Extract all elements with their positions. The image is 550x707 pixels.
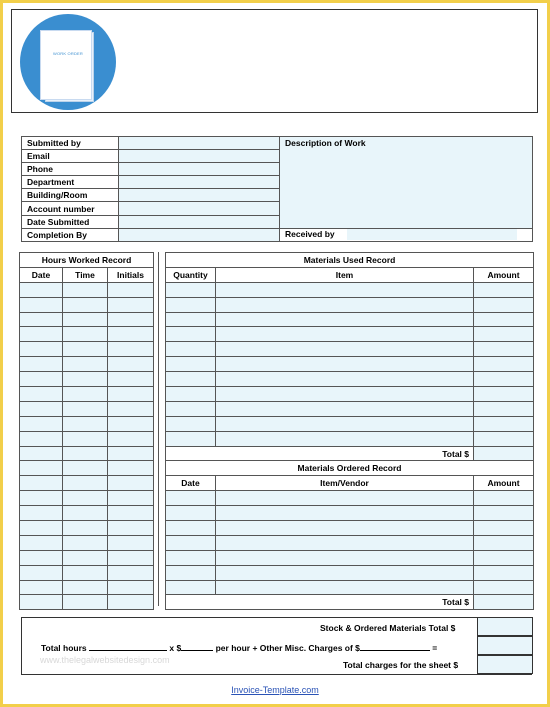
field-label-phone: Phone xyxy=(22,163,119,176)
hours-worked-row xyxy=(20,506,154,521)
hours-worked-cell[interactable] xyxy=(20,327,63,342)
total-charges-input[interactable] xyxy=(477,655,533,674)
logo-document-text: WORK ORDER xyxy=(53,51,83,56)
materials-ordered-row xyxy=(166,535,534,550)
received-by-input[interactable] xyxy=(347,229,517,240)
field-input-submitted-by[interactable] xyxy=(119,137,280,150)
hours-worked-row xyxy=(20,491,154,506)
materials-used-row xyxy=(166,327,534,342)
hours-worked-cell[interactable] xyxy=(20,565,63,580)
received-by-field[interactable] xyxy=(280,228,533,241)
materials-used-cell[interactable] xyxy=(166,357,216,372)
field-input-phone[interactable] xyxy=(119,163,280,176)
column-separator xyxy=(158,252,159,606)
total-hours-line xyxy=(41,642,437,653)
materials-used-row xyxy=(166,387,534,402)
field-label-department: Department xyxy=(22,176,119,189)
per-hour-label: per hour + Other Misc. Charges of $ xyxy=(215,643,360,653)
materials-used-cell[interactable] xyxy=(216,297,474,312)
materials-used-row xyxy=(166,372,534,387)
hours-worked-cell[interactable] xyxy=(108,580,154,595)
materials-used-row xyxy=(166,297,534,312)
hours-worked-row xyxy=(20,401,154,416)
hours-worked-cell[interactable] xyxy=(63,550,108,565)
materials-ordered-cell[interactable] xyxy=(474,550,534,565)
materials-ordered-cell[interactable] xyxy=(474,506,534,521)
materials-used-cell[interactable] xyxy=(216,282,474,297)
hours-worked-cell[interactable] xyxy=(63,357,108,372)
misc-charges-input[interactable] xyxy=(360,642,430,651)
hours-worked-cell[interactable] xyxy=(108,446,154,461)
description-of-work-field[interactable] xyxy=(280,137,533,229)
hours-worked-row xyxy=(20,387,154,402)
hours-worked-cell[interactable] xyxy=(63,431,108,446)
materials-used-cell[interactable] xyxy=(216,401,474,416)
materials-ordered-row xyxy=(166,550,534,565)
materials-used-row xyxy=(166,282,534,297)
materials-used-cell[interactable] xyxy=(166,431,216,446)
materials-used-row xyxy=(166,401,534,416)
field-label-submitted-by: Submitted by xyxy=(22,137,119,150)
materials-used-cell[interactable] xyxy=(166,416,216,431)
materials-used-col-quantity: Quantity xyxy=(166,267,216,282)
watermark: www.thelegalwebsitedesign.com xyxy=(40,655,170,665)
materials-used-row xyxy=(166,357,534,372)
hours-worked-cell[interactable] xyxy=(108,506,154,521)
hours-worked-cell[interactable] xyxy=(108,491,154,506)
field-input-building-room[interactable] xyxy=(119,189,280,202)
hours-worked-row xyxy=(20,416,154,431)
hours-worked-cell[interactable] xyxy=(108,521,154,536)
materials-used-cell[interactable] xyxy=(474,372,534,387)
materials-used-cell[interactable] xyxy=(474,327,534,342)
hours-worked-row xyxy=(20,521,154,536)
field-input-completion-by[interactable] xyxy=(119,228,280,241)
materials-ordered-cell[interactable] xyxy=(474,565,534,580)
materials-used-cell[interactable] xyxy=(474,297,534,312)
materials-ordered-cell[interactable] xyxy=(216,535,474,550)
materials-ordered-total-input[interactable] xyxy=(474,595,534,610)
hours-worked-cell[interactable] xyxy=(20,550,63,565)
hours-worked-cell[interactable] xyxy=(63,476,108,491)
hours-worked-cell[interactable] xyxy=(20,431,63,446)
materials-used-row xyxy=(166,416,534,431)
hours-worked-cell[interactable] xyxy=(63,521,108,536)
materials-ordered-cell[interactable] xyxy=(216,565,474,580)
hours-worked-cell[interactable] xyxy=(108,461,154,476)
total-hours-label: Total hours xyxy=(41,643,87,653)
materials-ordered-cell[interactable] xyxy=(216,550,474,565)
materials-ordered-row xyxy=(166,491,534,506)
materials-ordered-cell[interactable] xyxy=(474,580,534,595)
materials-used-cell[interactable] xyxy=(216,312,474,327)
materials-used-cell[interactable] xyxy=(166,342,216,357)
hours-worked-title: Hours Worked Record xyxy=(20,253,154,268)
rate-x-label: x $ xyxy=(169,643,182,653)
field-label-completion-by: Completion By xyxy=(22,228,119,241)
materials-used-cell[interactable] xyxy=(166,387,216,402)
hours-worked-row xyxy=(20,446,154,461)
hours-worked-cell[interactable] xyxy=(63,446,108,461)
materials-ordered-row xyxy=(166,506,534,521)
hours-worked-cell[interactable] xyxy=(108,401,154,416)
materials-used-row xyxy=(166,342,534,357)
hours-worked-cell[interactable] xyxy=(63,491,108,506)
hours-worked-cell[interactable] xyxy=(20,312,63,327)
hours-worked-row xyxy=(20,461,154,476)
hours-worked-row xyxy=(20,580,154,595)
field-input-account-number[interactable] xyxy=(119,202,280,215)
hours-worked-cell[interactable] xyxy=(20,297,63,312)
field-label-building-room: Building/Room xyxy=(22,189,119,202)
hours-worked-cell[interactable] xyxy=(108,476,154,491)
hours-worked-cell[interactable] xyxy=(63,416,108,431)
stock-ordered-total-input[interactable] xyxy=(477,617,533,636)
materials-used-cell[interactable] xyxy=(166,327,216,342)
hours-worked-table xyxy=(19,252,154,610)
hours-worked-cell[interactable] xyxy=(108,595,154,610)
hours-worked-row xyxy=(20,282,154,297)
hours-worked-cell[interactable] xyxy=(20,282,63,297)
field-label-date-submitted: Date Submitted xyxy=(22,215,119,228)
materials-used-cell[interactable] xyxy=(474,431,534,446)
materials-ordered-cell[interactable] xyxy=(474,521,534,536)
materials-table xyxy=(165,252,534,610)
description-of-work-label: Description of Work xyxy=(285,138,366,148)
footer-link[interactable]: Invoice-Template.com xyxy=(231,685,319,695)
materials-ordered-cell[interactable] xyxy=(166,580,216,595)
materials-used-cell[interactable] xyxy=(216,357,474,372)
materials-ordered-cell[interactable] xyxy=(216,580,474,595)
hours-worked-cell[interactable] xyxy=(63,461,108,476)
hours-worked-cell[interactable] xyxy=(20,446,63,461)
hours-worked-row xyxy=(20,535,154,550)
hours-worked-cell[interactable] xyxy=(20,416,63,431)
hours-worked-row xyxy=(20,550,154,565)
materials-used-cell[interactable] xyxy=(474,357,534,372)
total-charges-label: Total charges for the sheet $ xyxy=(343,660,459,670)
hours-worked-cell[interactable] xyxy=(20,580,63,595)
hours-worked-cell[interactable] xyxy=(63,595,108,610)
materials-used-cell[interactable] xyxy=(216,387,474,402)
hours-worked-row xyxy=(20,297,154,312)
materials-used-cell[interactable] xyxy=(166,282,216,297)
materials-used-row xyxy=(166,431,534,446)
materials-ordered-cell[interactable] xyxy=(166,565,216,580)
hours-worked-cell[interactable] xyxy=(108,387,154,402)
hours-worked-cell[interactable] xyxy=(108,416,154,431)
hours-worked-cell[interactable] xyxy=(63,401,108,416)
logo-document-icon xyxy=(40,30,92,100)
hourly-rate-input[interactable] xyxy=(181,642,213,651)
hours-worked-row xyxy=(20,476,154,491)
hours-worked-cell[interactable] xyxy=(20,476,63,491)
materials-used-cell[interactable] xyxy=(166,372,216,387)
materials-ordered-cell[interactable] xyxy=(216,506,474,521)
materials-used-row xyxy=(166,312,534,327)
materials-used-cell[interactable] xyxy=(166,312,216,327)
materials-used-total-label: Total $ xyxy=(166,446,474,461)
hours-worked-cell[interactable] xyxy=(20,401,63,416)
hours-worked-row xyxy=(20,595,154,610)
materials-ordered-col-date: Date xyxy=(166,476,216,491)
materials-used-cell[interactable] xyxy=(474,282,534,297)
hours-worked-row xyxy=(20,565,154,580)
hours-worked-cell[interactable] xyxy=(63,535,108,550)
hours-worked-cell[interactable] xyxy=(20,535,63,550)
materials-ordered-cell[interactable] xyxy=(166,535,216,550)
materials-ordered-row xyxy=(166,565,534,580)
hours-worked-cell[interactable] xyxy=(20,521,63,536)
hours-worked-cell[interactable] xyxy=(63,506,108,521)
materials-ordered-row xyxy=(166,521,534,536)
materials-ordered-col-amount: Amount xyxy=(474,476,534,491)
hours-worked-cell[interactable] xyxy=(108,342,154,357)
hours-worked-cell[interactable] xyxy=(63,282,108,297)
hours-worked-row xyxy=(20,327,154,342)
hours-worked-cell[interactable] xyxy=(63,580,108,595)
hours-worked-cell[interactable] xyxy=(20,387,63,402)
hours-col-initials: Initials xyxy=(108,267,154,282)
hours-worked-cell[interactable] xyxy=(108,550,154,565)
hours-worked-cell[interactable] xyxy=(108,327,154,342)
hours-worked-cell[interactable] xyxy=(63,372,108,387)
field-label-email: Email xyxy=(22,150,119,163)
field-input-email[interactable] xyxy=(119,150,280,163)
field-label-account-number: Account number xyxy=(22,202,119,215)
materials-used-total-input[interactable] xyxy=(474,446,534,461)
hours-worked-cell[interactable] xyxy=(20,357,63,372)
hours-worked-cell[interactable] xyxy=(63,312,108,327)
materials-used-cell[interactable] xyxy=(474,342,534,357)
hours-worked-cell[interactable] xyxy=(63,342,108,357)
materials-ordered-cell[interactable] xyxy=(216,521,474,536)
materials-used-cell[interactable] xyxy=(216,372,474,387)
hours-worked-cell[interactable] xyxy=(20,372,63,387)
stock-ordered-total-label: Stock & Ordered Materials Total $ xyxy=(320,623,456,633)
hours-worked-cell[interactable] xyxy=(108,565,154,580)
hours-worked-cell[interactable] xyxy=(63,327,108,342)
materials-ordered-cell[interactable] xyxy=(166,521,216,536)
hours-worked-cell[interactable] xyxy=(20,491,63,506)
hours-worked-cell[interactable] xyxy=(108,357,154,372)
materials-ordered-total-label: Total $ xyxy=(166,595,474,610)
hours-worked-row xyxy=(20,431,154,446)
materials-ordered-cell[interactable] xyxy=(166,491,216,506)
hours-worked-cell[interactable] xyxy=(108,297,154,312)
hours-worked-cell[interactable] xyxy=(20,595,63,610)
requester-info-table xyxy=(21,136,533,242)
hours-worked-cell[interactable] xyxy=(108,535,154,550)
materials-ordered-cell[interactable] xyxy=(474,535,534,550)
hours-worked-row xyxy=(20,372,154,387)
hours-col-time: Time xyxy=(63,267,108,282)
hours-worked-cell[interactable] xyxy=(108,431,154,446)
materials-used-col-item: Item xyxy=(216,267,474,282)
hours-worked-row xyxy=(20,357,154,372)
hours-worked-cell[interactable] xyxy=(108,312,154,327)
materials-used-cell[interactable] xyxy=(474,312,534,327)
materials-ordered-cell[interactable] xyxy=(166,550,216,565)
materials-used-col-amount: Amount xyxy=(474,267,534,282)
hours-worked-cell[interactable] xyxy=(63,387,108,402)
materials-used-cell[interactable] xyxy=(216,342,474,357)
materials-ordered-cell[interactable] xyxy=(216,491,474,506)
received-by-label: Received by xyxy=(285,229,335,240)
materials-used-cell[interactable] xyxy=(474,416,534,431)
materials-used-title: Materials Used Record xyxy=(166,253,534,268)
materials-used-cell[interactable] xyxy=(474,387,534,402)
materials-used-cell[interactable] xyxy=(166,297,216,312)
field-input-date-submitted[interactable] xyxy=(119,215,280,228)
hours-worked-cell[interactable] xyxy=(20,506,63,521)
materials-used-cell[interactable] xyxy=(166,401,216,416)
hours-worked-cell[interactable] xyxy=(108,372,154,387)
hours-worked-cell[interactable] xyxy=(20,461,63,476)
hours-worked-cell[interactable] xyxy=(20,342,63,357)
field-input-department[interactable] xyxy=(119,176,280,189)
materials-ordered-cell[interactable] xyxy=(166,506,216,521)
total-hours-charge-input[interactable] xyxy=(477,636,533,655)
materials-ordered-title: Materials Ordered Record xyxy=(166,461,534,476)
hours-worked-cell[interactable] xyxy=(108,282,154,297)
materials-used-cell[interactable] xyxy=(216,416,474,431)
materials-ordered-row xyxy=(166,580,534,595)
total-hours-input[interactable] xyxy=(89,642,167,651)
hours-worked-row xyxy=(20,312,154,327)
materials-used-cell[interactable] xyxy=(216,327,474,342)
materials-used-cell[interactable] xyxy=(474,401,534,416)
equals-label: = xyxy=(432,643,438,653)
materials-ordered-col-item-vendor: Item/Vendor xyxy=(216,476,474,491)
hours-col-date: Date xyxy=(20,267,63,282)
hours-worked-row xyxy=(20,342,154,357)
materials-ordered-cell[interactable] xyxy=(474,491,534,506)
hours-worked-cell[interactable] xyxy=(63,297,108,312)
materials-used-cell[interactable] xyxy=(216,431,474,446)
hours-worked-cell[interactable] xyxy=(63,565,108,580)
